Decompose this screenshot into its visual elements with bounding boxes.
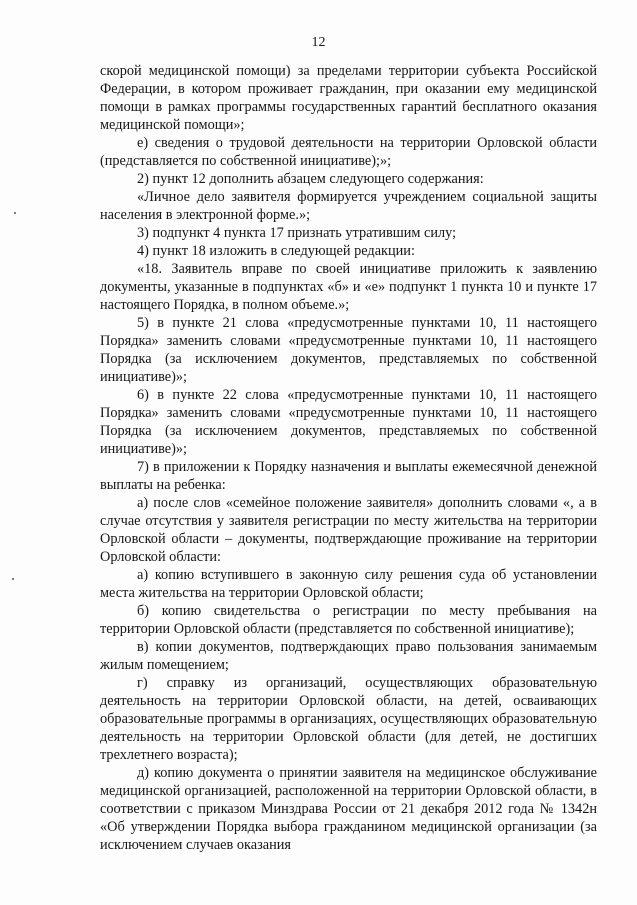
paragraph: «18. Заявитель вправе по своей инициативе приложить к заявлению документы, указанные в подпунктах «б» и «е» подпункт 1 пункта 10 и пункте 17 настоящего Порядка, в полном объеме.»; — [100, 261, 597, 313]
paragraph: д) копию документа о принятии заявителя на медицинское обслуживание медицинской организацией, расположенной на территории Орловской области, в соответствии с приказом Минздрава России от 21 декабря 2012 года № 1342н «Об утверждении Порядка выбора гражданином медицинской организации (за исключением случаев оказания — [100, 765, 597, 853]
paragraph: 4) пункт 18 изложить в следующей редакции: — [137, 243, 415, 259]
paragraph: б) копию свидетельства о регистрации по месту пребывания на территории Орловской области (представляется по собственной инициативе); — [100, 603, 597, 637]
paragraph: в) копии документов, подтверждающих право пользования занимаемым жилым помещением; — [100, 639, 597, 673]
paragraph: 6) в пункте 22 слова «предусмотренные пунктами 10, 11 настоящего Порядка» заменить словами «предусмотренные пунктами 10, 11 настоящего Порядка (за исключением документов, представляемых по собственной инициативе)»; — [100, 387, 597, 457]
paragraph: 3) подпункт 4 пункта 17 признать утратившим силу; — [137, 225, 457, 241]
paragraph: 5) в пункте 21 слова «предусмотренные пунктами 10, 11 настоящего Порядка» заменить словами «предусмотренные пунктами 10, 11 настоящего Порядка (за исключением документов, представляемых по собственной инициативе)»; — [100, 315, 597, 385]
paragraph: г) справку из организаций, осуществляющих образовательную деятельность на территории Орловской области, на детей, осваивающих образовательные программы в организациях, осуществляющих образовательную деятельность на территории Орловской области (для детей, не достигших трехлетнего возраста); — [100, 675, 597, 763]
paragraph: скорой медицинской помощи) за пределами территории субъекта Российской Федерации, в котором проживает гражданин, при оказании ему медицинской помощи в рамках программы государственных гарантий бесплатного оказания медицинской помощи»; — [100, 63, 597, 133]
scan-speck — [14, 212, 16, 214]
paragraph: 2) пункт 12 дополнить абзацем следующего содержания: — [137, 171, 484, 187]
paragraph: «Личное дело заявителя формируется учреждением социальной защиты населения в электронной форме.»; — [100, 189, 597, 223]
paragraph: а) копию вступившего в законную силу решения суда об установлении места жительства на территории Орловской области; — [100, 567, 597, 601]
paragraph: е) сведения о трудовой деятельности на территории Орловской области (представляется по собственной инициативе);»; — [100, 135, 597, 169]
paragraph: а) после слов «семейное положение заявителя» дополнить словами «, а в случае отсутствия у заявителя регистрации по месту жительства на территории Орловской области – документы, подтверждающие проживание на территории Орловской области: — [100, 495, 597, 565]
paragraph: 7) в приложении к Порядку назначения и выплаты ежемесячной денежной выплаты на ребенка: — [100, 459, 597, 493]
document-body — [100, 62, 597, 854]
page-number: 12 — [311, 35, 326, 50]
scan-speck — [12, 578, 14, 580]
